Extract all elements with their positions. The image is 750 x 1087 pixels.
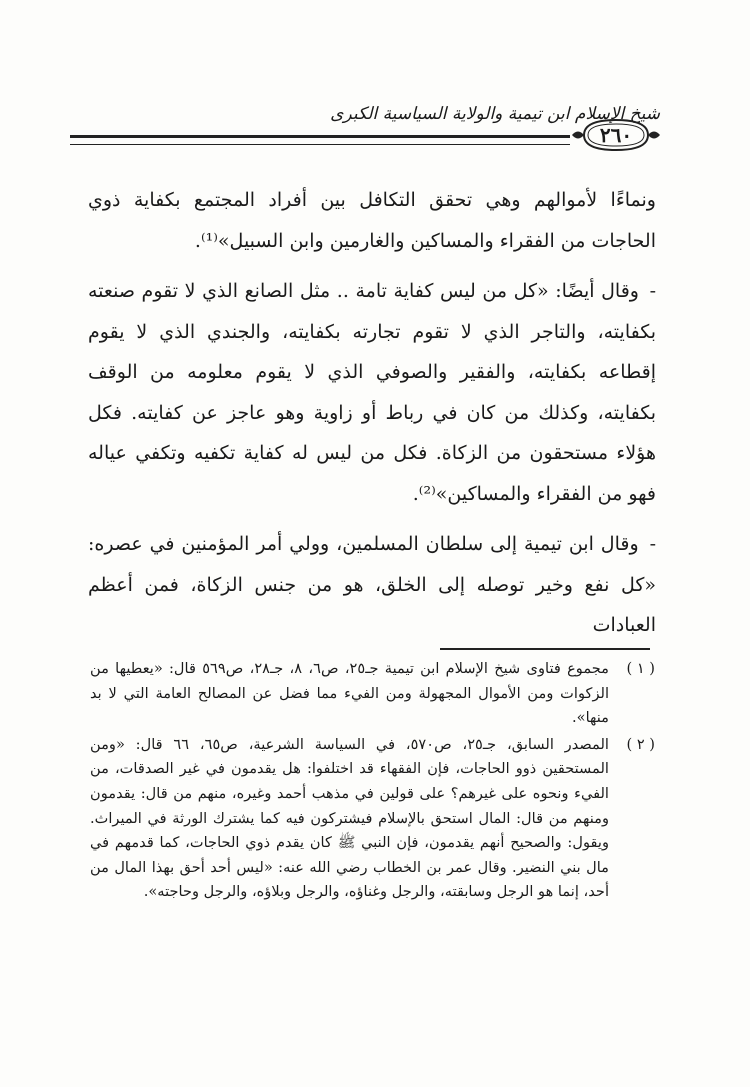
footnote-number: ( ٢ ) [626, 735, 655, 753]
main-text [88, 180, 656, 646]
header-rule [70, 135, 570, 145]
footnote-text: مجموع فتاوى شيخ الإسلام ابن تيمية جـ٢٥، ص٦، ٨، جـ٢٨، ص٥٦٩ قال: «يعطيها من الزكوات ومن الأموال المجهولة ومن الفيء مما فضل عن المصالح العامة التي لا بد منها». [90, 660, 609, 727]
paragraph [88, 271, 656, 514]
footnotes [90, 657, 655, 907]
paragraph-text: وقال ابن تيمية إلى سلطان المسلمين، وولي أمر المؤمنين في عصره: «كل نفع وخير توصله إلى الخلق، هو من جنس الزكاة، فمن أعظم العبادات [88, 533, 656, 636]
list-dash: - [649, 280, 656, 302]
paragraph [88, 524, 656, 646]
paragraph-text: وقال أيضًا: «كل من ليس كفاية تامة .. مثل الصانع الذي لا تقوم صنعته بكفايته، والتاجر الذي لا تقوم تجارته بكفايته، والجندي الذي لا يقوم إقطاعه بكفايته، والفقير والصوفي الذي لا يقوم معلومه من الوقف بكفايته، وكذلك من كان في رباط أو زاوية وهو عاجز عن كفايته. فكل هؤلاء مستحقون من الزكاة. فكل من ليس له كفاية تكفيه وتكفي عياله فهو من الفقراء والمساكين»⁽²⁾. [88, 280, 656, 505]
page-number: ٢٦٠ [599, 123, 633, 147]
paragraph [88, 180, 656, 261]
running-title: شيخ الإسلام ابن تيمية والولاية السياسية الكبرى [330, 104, 660, 124]
footnote [90, 657, 655, 731]
list-dash: - [649, 533, 656, 555]
footnote-text: المصدر السابق، جـ٢٥، ص٥٧٠، في السياسة الشرعية، ص٦٥، ٦٦ قال: «ومن المستحقين ذوو الحاجات، فإن الفقهاء قد اختلفوا: هل يقدمون في غير الصدقات، من الفيء ونحوه على غيرهم؟ على قولين في مذهب أحمد وغيره، منهم من قال: يقدمون ومنهم من قال: المال استحق بالإسلام فيشتركون فيه كما يشترك الورثة في الميراث. ويقول: والصحيح أنهم يقدمون، فإن النبي ﷺ كان يقدم ذوي الحاجات، كما قدمهم في مال بني النضير. وقال عمر بن الخطاب رضي الله عنه: «ليس أحد أحق بهذا المال من أحد، إنما هو الرجل وسابقته، والرجل وغناؤه، والرجل وبلاؤه، والرجل وحاجته». [90, 735, 609, 901]
footnote [90, 733, 655, 905]
page-number-ornament [570, 116, 662, 154]
page-header [70, 104, 660, 154]
footnote-number: ( ١ ) [626, 660, 655, 677]
footnote-separator [440, 648, 650, 650]
paragraph-text: ونماءًا لأموالهم وهي تحقق التكافل بين أفراد المجتمع بكفاية ذوي الحاجات من الفقراء والمساكين والغارمين وابن السبيل»⁽¹⁾. [88, 189, 656, 252]
